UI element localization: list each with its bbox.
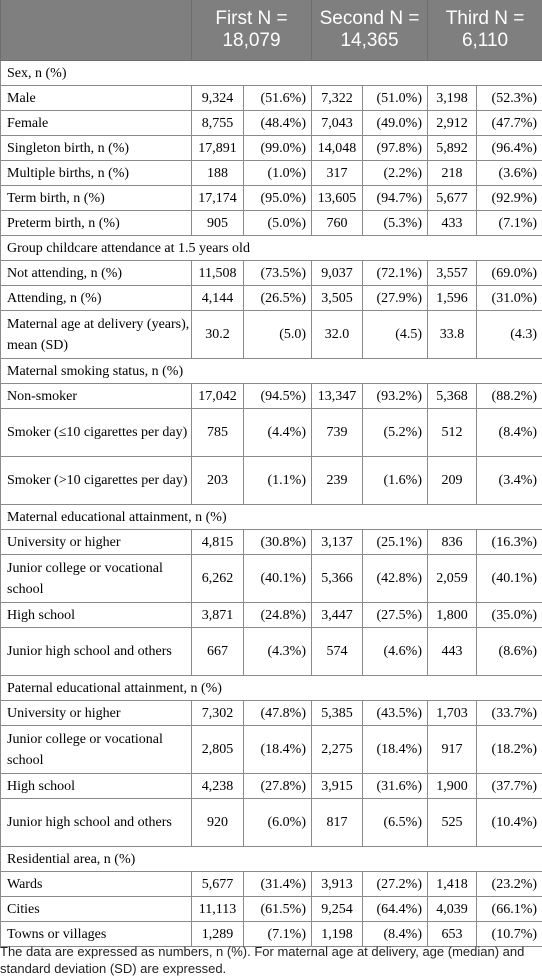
table-row	[1, 136, 542, 161]
section-label: Maternal smoking status, n (%)	[1, 359, 542, 384]
third-percent-cell: (52.3%)	[477, 86, 542, 111]
third-count-cell: 218	[428, 161, 477, 186]
first-percent-cell: (95.0%)	[244, 186, 312, 211]
second-percent-cell: (4.5)	[363, 311, 428, 359]
first-count-cell: 188	[192, 161, 244, 186]
header-row	[1, 0, 542, 61]
third-count-cell: 33.8	[428, 311, 477, 359]
second-count-cell: 3,913	[312, 872, 363, 897]
second-percent-cell: (2.2%)	[363, 161, 428, 186]
third-percent-cell: (16.3%)	[477, 530, 542, 555]
table-row	[1, 186, 542, 211]
second-percent-cell: (42.8%)	[363, 555, 428, 603]
third-count-cell: 2,059	[428, 555, 477, 603]
first-count-cell: 4,815	[192, 530, 244, 555]
header-first: First N = 18,079	[192, 0, 312, 61]
third-percent-cell: (3.6%)	[477, 161, 542, 186]
first-percent-cell: (1.0%)	[244, 161, 312, 186]
third-percent-cell: (88.2%)	[477, 384, 542, 409]
first-count-cell: 17,891	[192, 136, 244, 161]
third-percent-cell: (4.3)	[477, 311, 542, 359]
first-count-cell: 9,324	[192, 86, 244, 111]
third-count-cell: 1,900	[428, 774, 477, 799]
second-percent-cell: (8.4%)	[363, 922, 428, 947]
second-percent-cell: (93.2%)	[363, 384, 428, 409]
section-header-row	[1, 359, 542, 384]
row-label: High school	[1, 774, 192, 799]
table-row	[1, 774, 542, 799]
table-row	[1, 384, 542, 409]
third-count-cell: 5,677	[428, 186, 477, 211]
table-row	[1, 555, 542, 603]
table-row	[1, 111, 542, 136]
second-count-cell: 817	[312, 799, 363, 847]
third-count-cell: 433	[428, 211, 477, 236]
section-header-row	[1, 505, 542, 530]
second-count-cell: 239	[312, 457, 363, 505]
first-percent-cell: (4.4%)	[244, 409, 312, 457]
third-percent-cell: (47.7%)	[477, 111, 542, 136]
third-count-cell: 209	[428, 457, 477, 505]
table-row	[1, 701, 542, 726]
row-label: Junior high school and others	[1, 628, 192, 676]
third-count-cell: 2,912	[428, 111, 477, 136]
second-count-cell: 317	[312, 161, 363, 186]
first-percent-cell: (26.5%)	[244, 286, 312, 311]
second-count-cell: 14,048	[312, 136, 363, 161]
table-row	[1, 603, 542, 628]
third-count-cell: 443	[428, 628, 477, 676]
first-percent-cell: (1.1%)	[244, 457, 312, 505]
header-second: Second N = 14,365	[312, 0, 428, 61]
first-count-cell: 203	[192, 457, 244, 505]
first-count-cell: 3,871	[192, 603, 244, 628]
table-row	[1, 726, 542, 774]
second-count-cell: 7,043	[312, 111, 363, 136]
third-count-cell: 1,800	[428, 603, 477, 628]
first-count-cell: 8,755	[192, 111, 244, 136]
first-percent-cell: (51.6%)	[244, 86, 312, 111]
section-header-row	[1, 676, 542, 701]
second-percent-cell: (27.2%)	[363, 872, 428, 897]
third-percent-cell: (35.0%)	[477, 603, 542, 628]
row-label: Not attending, n (%)	[1, 261, 192, 286]
third-percent-cell: (33.7%)	[477, 701, 542, 726]
table-row	[1, 286, 542, 311]
third-percent-cell: (10.4%)	[477, 799, 542, 847]
row-label: Multiple births, n (%)	[1, 161, 192, 186]
table-row	[1, 409, 542, 457]
second-percent-cell: (64.4%)	[363, 897, 428, 922]
first-percent-cell: (99.0%)	[244, 136, 312, 161]
row-label: Attending, n (%)	[1, 286, 192, 311]
third-count-cell: 3,557	[428, 261, 477, 286]
second-percent-cell: (72.1%)	[363, 261, 428, 286]
row-label: Junior college or vocational school	[1, 726, 192, 774]
third-percent-cell: (10.7%)	[477, 922, 542, 947]
second-count-cell: 5,366	[312, 555, 363, 603]
table-row	[1, 897, 542, 922]
table-row	[1, 628, 542, 676]
first-percent-cell: (27.8%)	[244, 774, 312, 799]
third-count-cell: 917	[428, 726, 477, 774]
third-percent-cell: (96.4%)	[477, 136, 542, 161]
section-label: Maternal educational attainment, n (%)	[1, 505, 542, 530]
second-percent-cell: (51.0%)	[363, 86, 428, 111]
third-count-cell: 4,039	[428, 897, 477, 922]
first-percent-cell: (94.5%)	[244, 384, 312, 409]
row-label: Term birth, n (%)	[1, 186, 192, 211]
row-label: University or higher	[1, 701, 192, 726]
row-label: Maternal age at delivery (years), mean (SD)	[1, 311, 192, 359]
row-label: Smoker (>10 cigarettes per day)	[1, 457, 192, 505]
section-label: Paternal educational attainment, n (%)	[1, 676, 542, 701]
first-percent-cell: (30.8%)	[244, 530, 312, 555]
first-count-cell: 6,262	[192, 555, 244, 603]
row-label: Preterm birth, n (%)	[1, 211, 192, 236]
table-row	[1, 457, 542, 505]
third-percent-cell: (40.1%)	[477, 555, 542, 603]
second-percent-cell: (6.5%)	[363, 799, 428, 847]
first-percent-cell: (40.1%)	[244, 555, 312, 603]
table-row	[1, 261, 542, 286]
second-count-cell: 3,137	[312, 530, 363, 555]
first-count-cell: 1,289	[192, 922, 244, 947]
third-percent-cell: (37.7%)	[477, 774, 542, 799]
section-header-row	[1, 61, 542, 86]
second-percent-cell: (27.5%)	[363, 603, 428, 628]
second-count-cell: 3,915	[312, 774, 363, 799]
second-count-cell: 32.0	[312, 311, 363, 359]
table-body	[1, 61, 542, 947]
row-label: Junior college or vocational school	[1, 555, 192, 603]
second-count-cell: 739	[312, 409, 363, 457]
table-row	[1, 530, 542, 555]
third-percent-cell: (3.4%)	[477, 457, 542, 505]
third-percent-cell: (31.0%)	[477, 286, 542, 311]
table-row	[1, 211, 542, 236]
table-row	[1, 872, 542, 897]
second-percent-cell: (5.3%)	[363, 211, 428, 236]
second-percent-cell: (94.7%)	[363, 186, 428, 211]
second-count-cell: 760	[312, 211, 363, 236]
second-count-cell: 1,198	[312, 922, 363, 947]
header-blank-cell	[1, 0, 192, 61]
first-percent-cell: (73.5%)	[244, 261, 312, 286]
second-count-cell: 13,347	[312, 384, 363, 409]
table-row	[1, 799, 542, 847]
row-label: Smoker (≤10 cigarettes per day)	[1, 409, 192, 457]
third-count-cell: 5,892	[428, 136, 477, 161]
second-percent-cell: (43.5%)	[363, 701, 428, 726]
first-percent-cell: (61.5%)	[244, 897, 312, 922]
second-count-cell: 5,385	[312, 701, 363, 726]
first-percent-cell: (5.0%)	[244, 211, 312, 236]
section-label: Residential area, n (%)	[1, 847, 542, 872]
table-row	[1, 86, 542, 111]
table-footnote: The data are expressed as numbers, n (%). For maternal age at delivery, age (median) and standard deviation (SD) are expressed.	[0, 944, 525, 976]
second-percent-cell: (27.9%)	[363, 286, 428, 311]
third-percent-cell: (92.9%)	[477, 186, 542, 211]
first-count-cell: 17,042	[192, 384, 244, 409]
third-percent-cell: (66.1%)	[477, 897, 542, 922]
row-label: Junior high school and others	[1, 799, 192, 847]
third-count-cell: 653	[428, 922, 477, 947]
first-percent-cell: (31.4%)	[244, 872, 312, 897]
second-percent-cell: (97.8%)	[363, 136, 428, 161]
third-count-cell: 1,418	[428, 872, 477, 897]
table-row	[1, 311, 542, 359]
header-third: Third N = 6,110	[428, 0, 542, 61]
second-count-cell: 3,447	[312, 603, 363, 628]
second-percent-cell: (18.4%)	[363, 726, 428, 774]
second-count-cell: 7,322	[312, 86, 363, 111]
row-label: University or higher	[1, 530, 192, 555]
second-count-cell: 3,505	[312, 286, 363, 311]
row-label: Cities	[1, 897, 192, 922]
first-count-cell: 920	[192, 799, 244, 847]
first-percent-cell: (6.0%)	[244, 799, 312, 847]
third-percent-cell: (23.2%)	[477, 872, 542, 897]
first-count-cell: 4,144	[192, 286, 244, 311]
first-count-cell: 4,238	[192, 774, 244, 799]
first-count-cell: 667	[192, 628, 244, 676]
first-count-cell: 7,302	[192, 701, 244, 726]
section-label: Sex, n (%)	[1, 61, 542, 86]
second-count-cell: 9,254	[312, 897, 363, 922]
row-label: Singleton birth, n (%)	[1, 136, 192, 161]
first-count-cell: 5,677	[192, 872, 244, 897]
first-count-cell: 905	[192, 211, 244, 236]
second-percent-cell: (25.1%)	[363, 530, 428, 555]
row-label: Non-smoker	[1, 384, 192, 409]
row-label: Wards	[1, 872, 192, 897]
third-count-cell: 1,703	[428, 701, 477, 726]
first-percent-cell: (24.8%)	[244, 603, 312, 628]
third-percent-cell: (8.4%)	[477, 409, 542, 457]
third-count-cell: 525	[428, 799, 477, 847]
section-label: Group childcare attendance at 1.5 years old	[1, 236, 542, 261]
third-percent-cell: (18.2%)	[477, 726, 542, 774]
second-percent-cell: (5.2%)	[363, 409, 428, 457]
first-percent-cell: (7.1%)	[244, 922, 312, 947]
second-count-cell: 13,605	[312, 186, 363, 211]
second-count-cell: 9,037	[312, 261, 363, 286]
third-percent-cell: (8.6%)	[477, 628, 542, 676]
second-percent-cell: (31.6%)	[363, 774, 428, 799]
first-percent-cell: (4.3%)	[244, 628, 312, 676]
second-percent-cell: (1.6%)	[363, 457, 428, 505]
first-count-cell: 2,805	[192, 726, 244, 774]
section-header-row	[1, 236, 542, 261]
third-count-cell: 836	[428, 530, 477, 555]
second-count-cell: 574	[312, 628, 363, 676]
third-count-cell: 3,198	[428, 86, 477, 111]
third-count-cell: 5,368	[428, 384, 477, 409]
row-label: High school	[1, 603, 192, 628]
first-count-cell: 785	[192, 409, 244, 457]
first-count-cell: 17,174	[192, 186, 244, 211]
first-count-cell: 11,113	[192, 897, 244, 922]
row-label: Male	[1, 86, 192, 111]
section-header-row	[1, 847, 542, 872]
first-percent-cell: (5.0)	[244, 311, 312, 359]
first-count-cell: 30.2	[192, 311, 244, 359]
third-percent-cell: (69.0%)	[477, 261, 542, 286]
row-label: Female	[1, 111, 192, 136]
first-percent-cell: (47.8%)	[244, 701, 312, 726]
first-percent-cell: (18.4%)	[244, 726, 312, 774]
second-percent-cell: (49.0%)	[363, 111, 428, 136]
third-count-cell: 512	[428, 409, 477, 457]
third-count-cell: 1,596	[428, 286, 477, 311]
first-percent-cell: (48.4%)	[244, 111, 312, 136]
second-percent-cell: (4.6%)	[363, 628, 428, 676]
second-count-cell: 2,275	[312, 726, 363, 774]
table-row	[1, 161, 542, 186]
third-percent-cell: (7.1%)	[477, 211, 542, 236]
first-count-cell: 11,508	[192, 261, 244, 286]
row-label: Towns or villages	[1, 922, 192, 947]
